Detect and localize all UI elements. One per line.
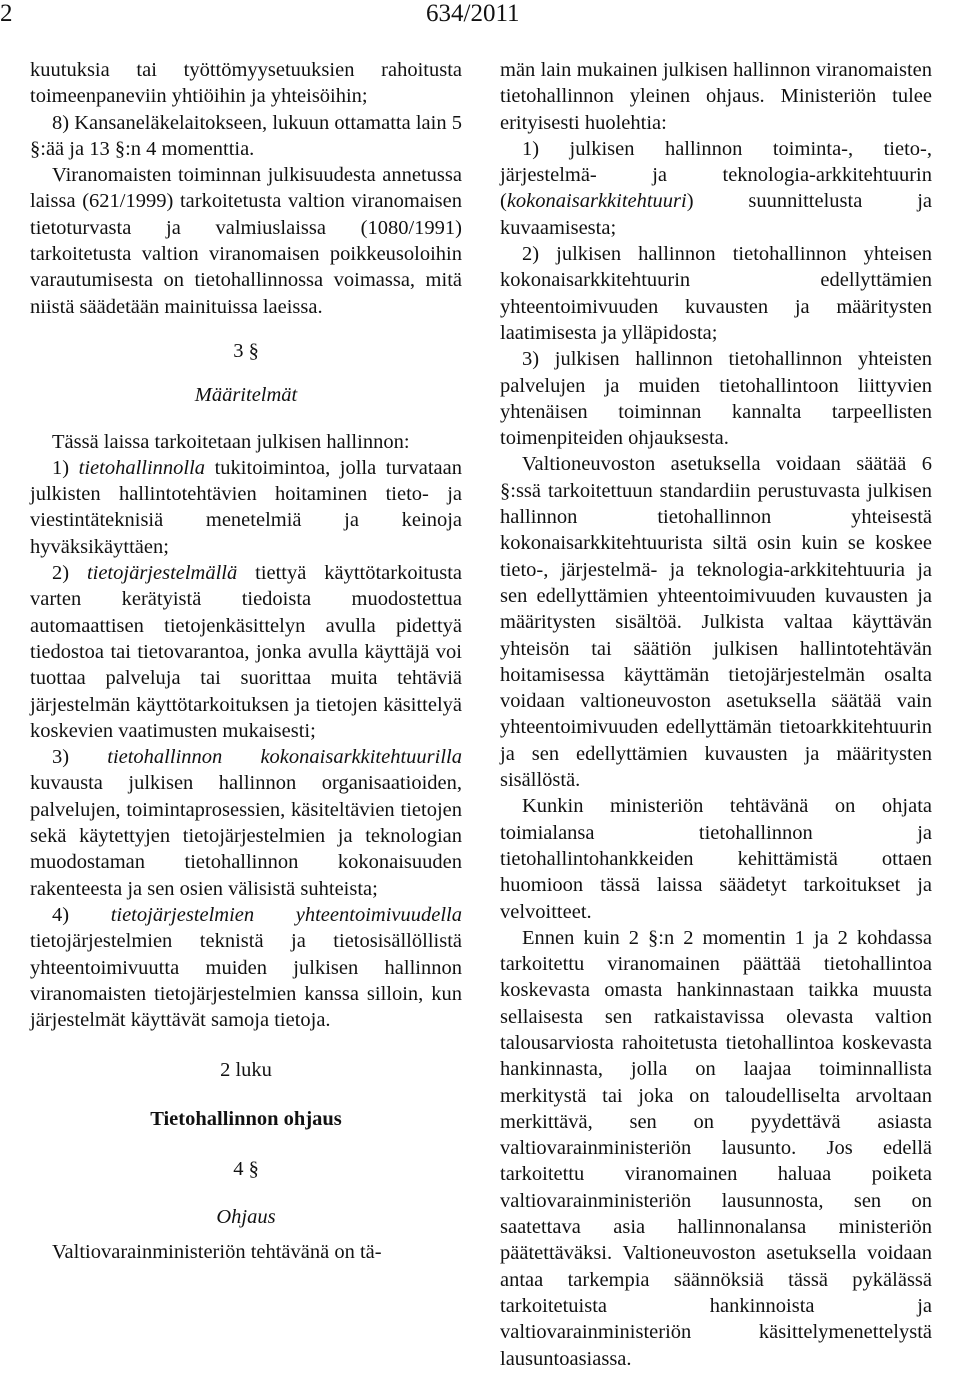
definition-2-term: tietojärjestelmällä <box>86 562 238 585</box>
paragraph-decree: Valtioneuvoston asetuksella voidaan säätää 6 §:ssä tarkoitettuun standardiin perustuvasta julkisen hallinnon tietohallinnon yhteisestä kokonaisarkkitehtuurista siltä osin kuin se koskee tieto-, järjestelmä- ja teknologia-arkkitehtuuria ja sen edellyttämien yhteentoimivuuden kuvausten ja määritysten sisältöä. Julkista valtaa käyttävän yhteisön tai säätiön julkisen hallintotehtävän hoitamisessa käyttämän tietojärjestelmän osalta voidaan valtioneuvoston asetuksella säätää vain yhteentoimivuuden edellyttämän tietoarkkitehtuurin ja sen edellyttämien kuvausten ja määritysten sisällöstä. <box>500 453 932 792</box>
section-4-number: 4 § <box>233 1157 259 1180</box>
paragraph-ministries: Kunkin ministeriön tehtävänä on ohjata toimialansa tietohallinnon ja tietohallintohankkeiden kehittämistä ottaen huomioon tässä laissa säädetyt tarkoitukset ja velvoitteet. <box>500 795 932 923</box>
duty-2: 2) julkisen hallinnon tietohallinnon yhteisen kokonaisarkkitehtuurin edellyttämien yhteentoimivuuden kuvausten ja määritysten laatimisesta ja ylläpidosta; <box>500 243 932 344</box>
right-column <box>500 57 932 1372</box>
definition-3: 3) tietohallinnon kokonaisarkkitehtuurilla kuvausta julkisen hallinnon organisaatioiden, palvelujen, toimintaprosessien, käsiteltävien tietojen sekä käytettyjen tietojärjestelmien ja teknologian muodostaman tietohallinnon kokonaisuuden rakenteesta ja sen osien välisistä suhteista; <box>30 746 462 900</box>
paragraph-continued: män lain mukainen julkisen hallinnon viranomaisten tietohallinnon yleinen ohjaus. Ministeriön tulee erityisesti huolehtia: <box>500 59 932 134</box>
section-4-title: Ohjaus <box>216 1206 276 1229</box>
section-3-title: Määritelmät <box>194 384 298 407</box>
left-column <box>30 57 462 1265</box>
chapter-number: 2 luku <box>220 1059 272 1082</box>
paragraph-ministry-task: Valtiovarainministeriön tehtävänä on tä- <box>52 1240 382 1263</box>
paragraph-continuation: kuutuksia tai työttömyysetuuksien rahoitusta toimeenpaneviin yhtiöihin ja yhteisöihin; <box>30 59 462 108</box>
definition-1: 1) tietohallinnolla tukitoimintoa, jolla turvataan julkisten hallintotehtävien hoitaminen tieto- ja viestintäteknisiä menetelmiä ja keinoja hyväksikäyttäen; <box>30 456 463 558</box>
paragraph-security: Viranomaisten toiminnan julkisuudesta annetussa laissa (621/1999) tarkoitetusta valtion viranomaisen tietoturvasta ja valmiuslaissa (1080/1991) tarkoitetusta valtion viranomaisen poikkeusoloihin varautumisesta on tietohallinnossa voimassa, mitä niistä säädetään mainituissa laeissa. <box>30 164 462 318</box>
definition-3-term: tietohallinnon kokonaisarkkitehtuurilla <box>107 746 462 769</box>
definition-2: 2) tietojärjestelmällä tiettyä käyttötarkoitusta varten kerätyistä tiedoista muodostettua automaattisen tietojenkäsittelyn avulla pidettyä tiedostoa tai tietovarantoa, jonka avulla käyttäjä voi tuottaa palveluja tai suorittaa muita tehtäviä järjestelmän käyttötarkoituksen ja tietojen käsittelyä koskevien vaatimusten mukaisesti; <box>30 562 462 742</box>
list-item-8: 8) Kansaneläkelaitokseen, lukuun ottamatta lain 5 §:ää ja 13 §:n 4 momenttia. <box>30 111 462 160</box>
paragraph-procurement: Ennen kuin 2 §:n 2 momentin 1 ja 2 kohdassa tarkoitettu viranomainen päättää tietohallintoa koskevasta omasta hankinnastaan taikka muusta sellaisesta sen ratkaistavissa olevasta valtion talousarviosta rahoitetusta tietohallintoa koskevasta hankinnasta, jolla on laajaa toiminnallista merkitystä tai joka on taloudelliselta arvoltaan merkittävä, sen on pyydettävä asiasta valtiovarainministeriön lausunto. Jos edellä tarkoitettu viranomainen haluaa poiketa valtiovarainministeriön lausunnosta, sen on saatettava asia hallinnonalansa ministeriön päätettäväksi. Valtioneuvoston asetuksella voidaan antaa tarkempia säännöksiä tässä pykälässä tarkoitetuista hankinnoista ja valtiovarainministeriön käsittelymenettelystä lausuntoasiassa. <box>500 926 932 1370</box>
duty-3: 3) julkisen hallinnon tietohallinnon yhteisten palvelujen ja muiden tietohallintoon liittyvien yhtenäisen toiminnan kannalta tarpeellisten toimenpiteiden ohjauksesta. <box>500 348 932 450</box>
duty-1-term: kokonaisarkkitehtuuri <box>506 190 687 213</box>
duty-1: 1) julkisen hallinnon toiminta-, tieto-, järjestelmä- ja teknologia-arkkitehtuurin (kokonaisarkkitehtuuri) suunnittelusta ja kuvaamisesta; <box>500 137 932 239</box>
section-3-number: 3 § <box>233 339 259 362</box>
definition-4-term: tietojärjestelmien yhteentoimivuudella <box>110 903 462 926</box>
page-header <box>0 0 960 30</box>
page-number: 2 <box>0 0 13 27</box>
definitions-intro: Tässä laissa tarkoitetaan julkisen hallinnon: <box>52 430 410 453</box>
document-id: 634/2011 <box>426 0 520 27</box>
definition-4: 4) tietojärjestelmien yhteentoimivuudella tietojärjestelmien teknistä ja tietosisällöllistä yhteentoimivuutta muiden julkisen hallinnon viranomaisten tietojärjestelmien kanssa silloin, kun järjestelmät käyttävät samoja tietoja. <box>30 903 462 1032</box>
chapter-title: Tietohallinnon ohjaus <box>150 1107 342 1130</box>
definition-1-term: tietohallinnolla <box>78 456 206 479</box>
